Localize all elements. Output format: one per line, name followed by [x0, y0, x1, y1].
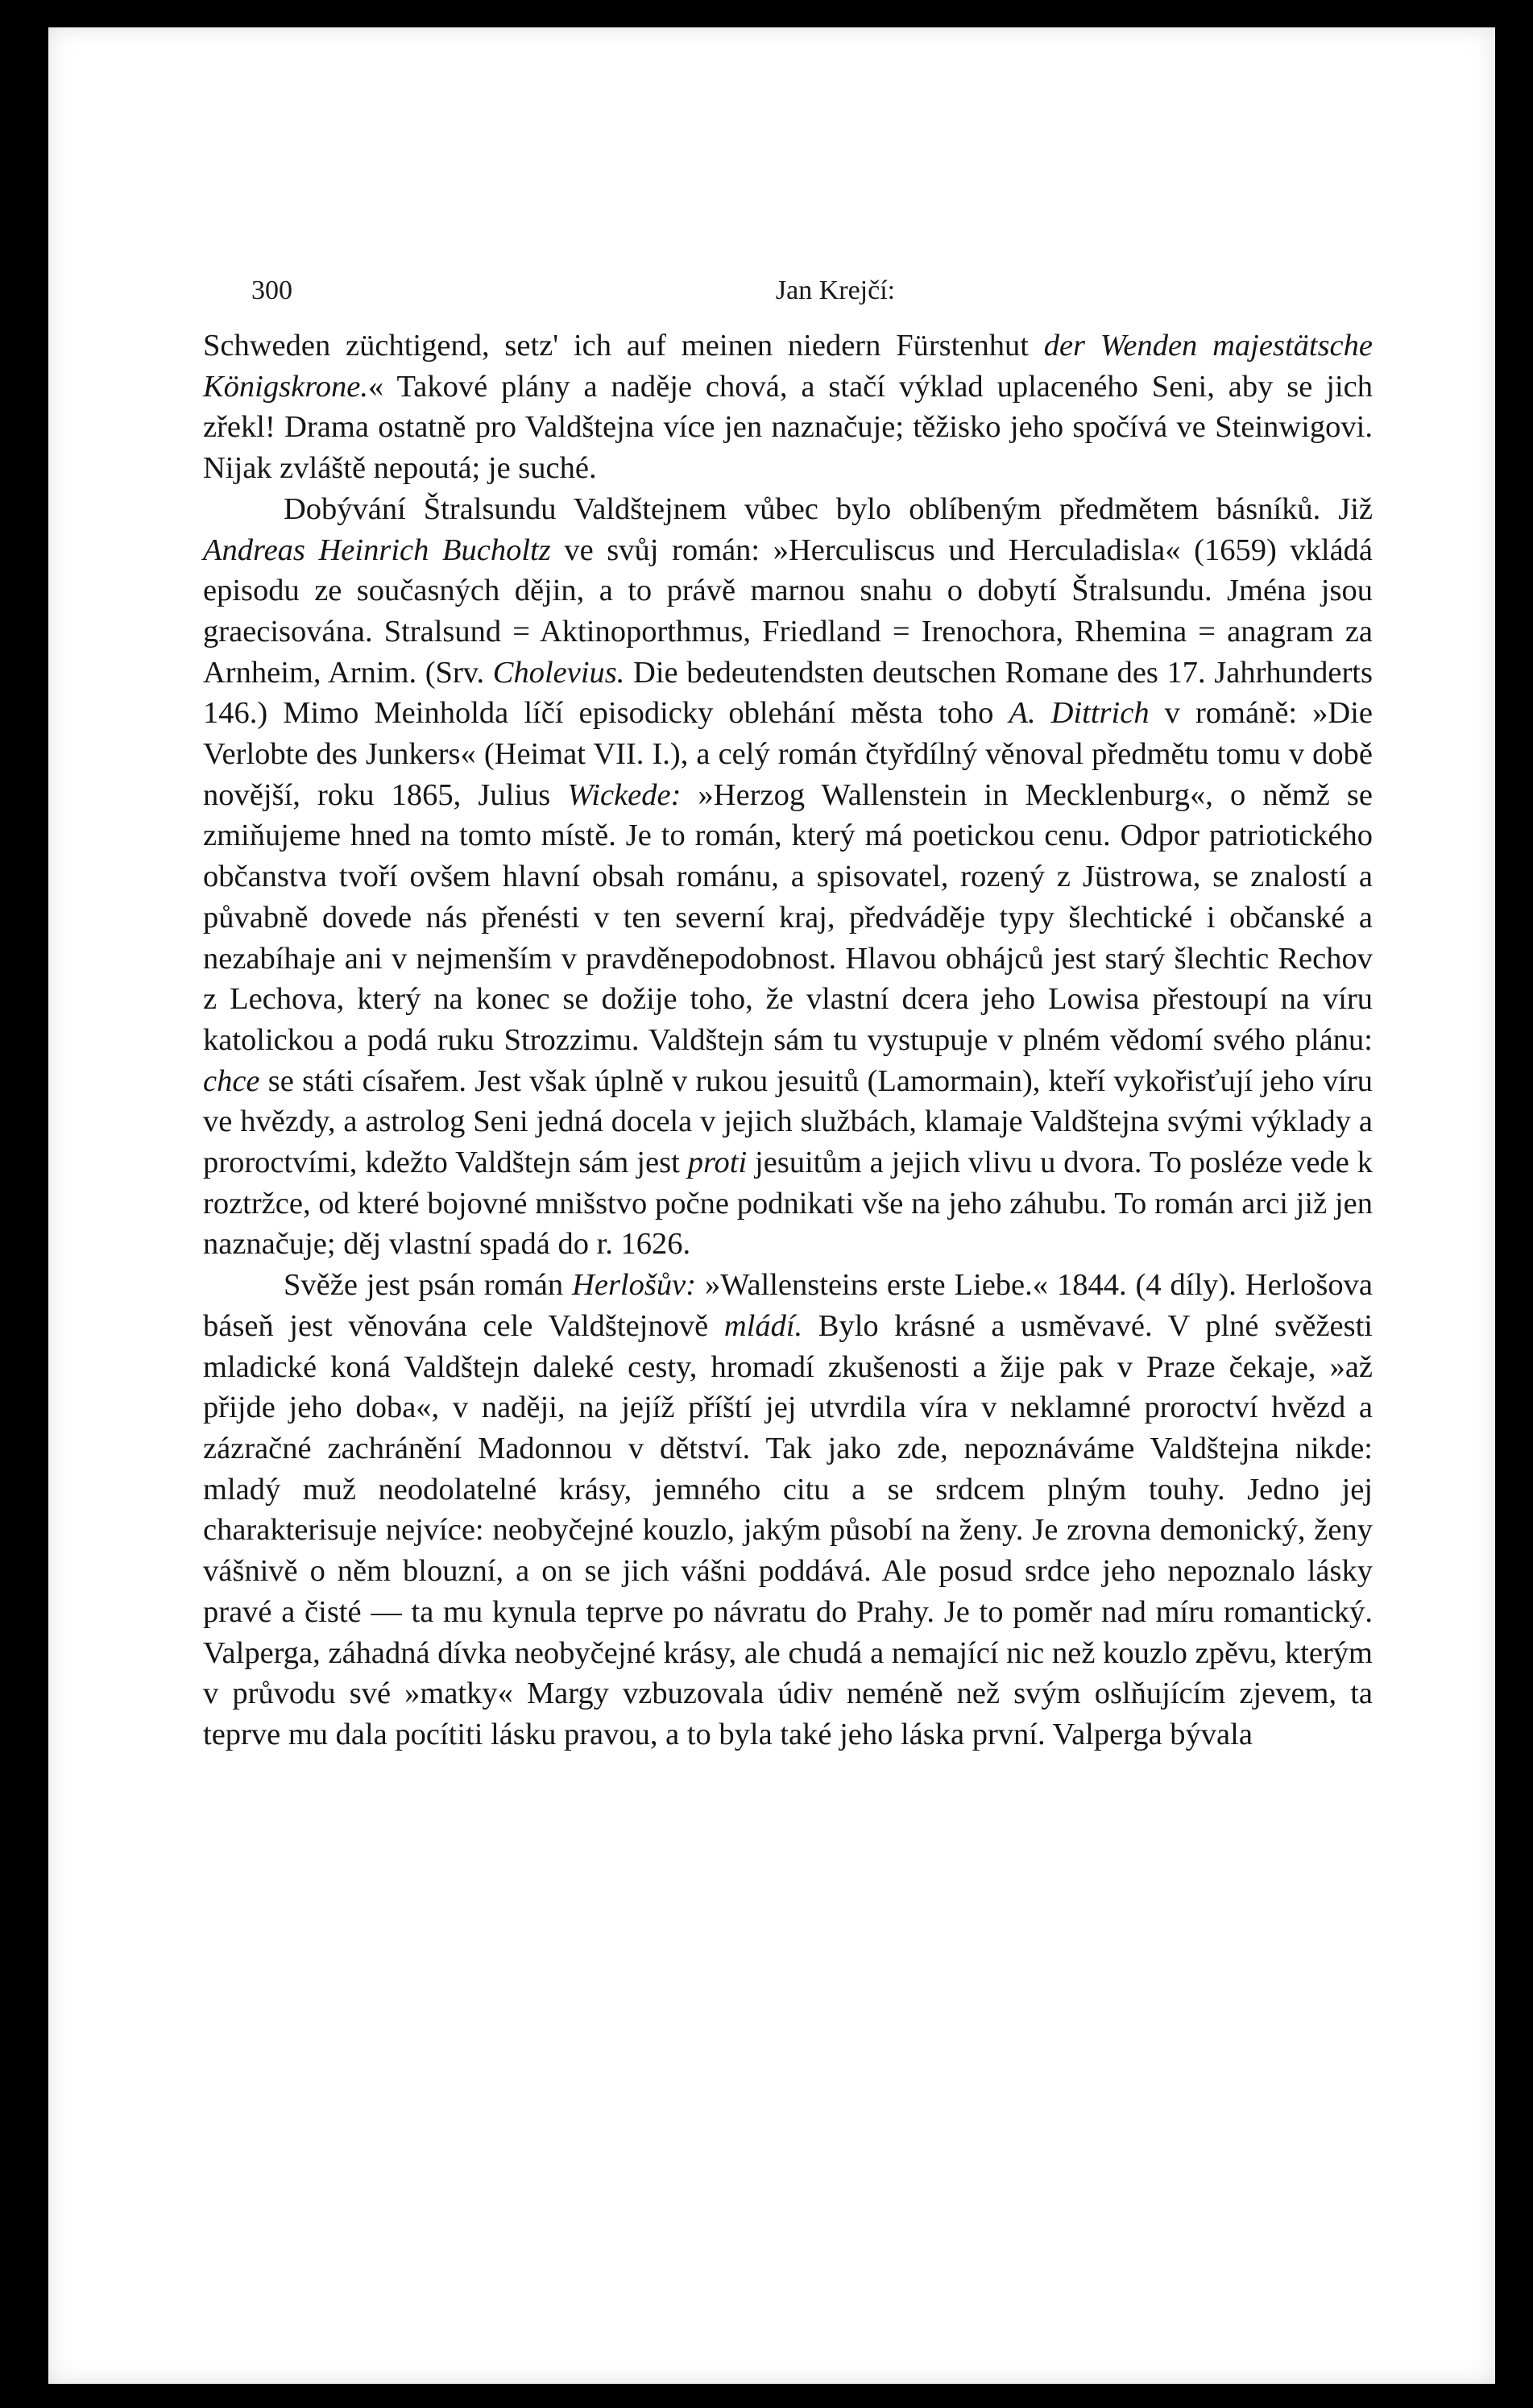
- body-text: [203, 325, 1373, 1755]
- text-run: Bylo krásné a usměvavé. V plné svěžesti mladické koná Valdštejn daleké cesty, hromadí zkušenosti a žije pak v Praze čekaje, »až přijde jeho doba«, v naději, na jejíž příští jej utvrdila víra v neklamné proroctví hvězd a zázračné zachránění Madonnou v dětství. Tak jako zde, nepoznáváme Valdštejna nikde: mladý muž neodolatelné krásy, jemného citu a se srdcem plným touhy. Jedno jej charakterisuje nejvíce: neobyčejné kouzlo, jakým působí na ženy. Je zrovna demonický, ženy vášnivě o něm blouzní, a on se jich vášni poddává. Ale posud srdce jeho nepoznalo lásky pravé a čisté — ta mu kynula teprve po návratu do Prahy. Je to poměr nad míru romantický. Valperga, záhadná dívka neobyčejné krásy, ale chudá a nemající nic než kouzlo zpěvu, kterým v průvodu své »matky« Margy vzbuzovala údiv neméně než svým oslňujícím zjevem, ta teprve mu dala pocítiti lásku pravou, a to byla také jeho láska první. Valperga bývala: [203, 1308, 1373, 1751]
- text-run: »Wallensteins erste Liebe.« 1844. (4 díly). Herlošova báseň jest věnována cele Valdštejnově: [203, 1268, 1373, 1343]
- italic-text: Herlošův:: [572, 1268, 697, 1303]
- text-run: Svěže jest psán román: [284, 1268, 573, 1303]
- page-number: 300: [251, 276, 292, 305]
- paragraph: [203, 489, 1373, 1265]
- italic-text: Andreas Heinrich Bucholtz: [203, 533, 551, 567]
- italic-text: chce: [203, 1063, 260, 1098]
- text-run: Dobývání Štralsundu Valdštejnem vůbec bylo oblíbeným předmětem básníků. Již: [284, 491, 1373, 526]
- running-head: Jan Krejčí:: [775, 276, 896, 305]
- text-run: »Herzog Wallenstein in Mecklenburg«, o němž se zmiňujeme hned na tomto místě. Je to román, který má poetickou cenu. Odpor patriotického občanstva tvoří ovšem hlavní obsah románu, a spisovatel, rozený z Jüstrowa, se znalostí a půvabně dovede nás přenésti v ten severní kraj, předváděje typy šlechtické i občanské a nezabíhaje ani v nejmenším v pravděnepodobnost. Hlavou obhájců jest starý šlechtic Rechov z Lechova, který na konec se dožije toho, že vlastní dcera jeho Lowisa přestoupí na víru katolickou a podá ruku Strozzimu. Valdštejn sám tu vystupuje v plném vědomí svého plánu:: [203, 777, 1373, 1057]
- italic-text: mládí.: [723, 1308, 803, 1343]
- text-run: Die bedeutendsten deutschen Romane des 17. Jahrhunderts 146.) Mimo Meinholda líčí episodicky oblehání města toho: [203, 655, 1373, 731]
- italic-text: Cholevius.: [492, 655, 625, 690]
- italic-text: der Wenden majestätsche Königskrone.: [203, 329, 1373, 404]
- paragraph: [203, 1265, 1373, 1755]
- paragraph: [203, 325, 1373, 489]
- text-run: ve svůj román: »Herculiscus und Herculadisla« (1659) vkládá episodu ze současných dějin, a to právě marnou snahu o dobytí Štralsundu. Jména jsou graecisována. Stralsund = Aktinoporthmus, Friedland = Irenochora, Rhemina = anagram za Arnheim, Arnim. (Srv.: [203, 533, 1373, 690]
- text-run: « Takové plány a naděje chová, a stačí výklad uplaceného Seni, aby se jich zřekl! Drama ostatně pro Valdštejna více jen naznačuje; těžisko jeho spočívá ve Steinwigovi. Nijak zvláště nepoutá; je suché.: [203, 369, 1373, 486]
- text-run: v románě: »Die Verlobte des Junkers« (Heimat VII. I.), a celý román čtyřdílný věnoval předmětu tomu v době novější, roku 1865, Julius: [203, 696, 1373, 812]
- italic-text: proti: [687, 1146, 748, 1180]
- text-run: se státi císařem. Jest však úplně v rukou jesuitů (Lamormain), kteří vykořisťují jeho víru ve hvězdy, a astrolog Seni jedná docela v jejich službách, klamaje Valdštejna svými výklady a proroctvími, kdežto Valdštejn sám jest: [203, 1063, 1373, 1180]
- text-run: Schweden züchtigend, setz' ich auf meinen niedern Fürstenhut: [203, 329, 1044, 363]
- text-run: jesuitům a jejich vlivu u dvora. To posléze vede k roztržce, od které bojovné mnišstvo počne podnikati vše na jeho záhubu. To román arci již jen naznačuje; děj vlastní spadá do r. 1626.: [203, 1146, 1373, 1262]
- italic-text: A. Dittrich: [1009, 696, 1150, 731]
- page-header: [251, 276, 1419, 324]
- italic-text: Wickede:: [567, 777, 682, 812]
